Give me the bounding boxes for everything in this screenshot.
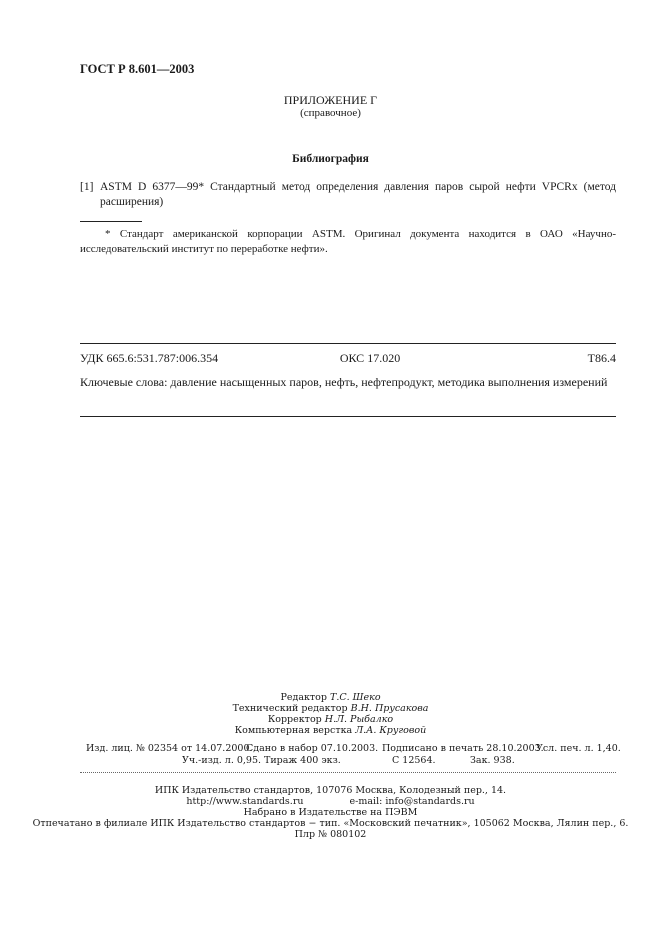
footnote: * Стандарт американской корпорации ASTM. Оригинал документа находится в ОАО «Научно-исследовательский институт по переработке нефти». [80, 228, 616, 255]
footnote-divider [80, 221, 142, 222]
credit-tech-editor [0, 703, 661, 714]
appendix-title: ПРИЛОЖЕНИЕ Г [283, 93, 378, 107]
classification-row [80, 351, 616, 366]
udk-code: УДК 665.6:531.787:006.354 [80, 351, 219, 365]
sent-to-typeset: Сдано в набор 07.10.2003. [246, 743, 379, 754]
credit-corrector-label: Корректор [267, 714, 322, 725]
bibliography-item-number: [1] [80, 181, 94, 193]
credit-editor [0, 692, 661, 703]
divider-bottom [80, 416, 616, 417]
imprint-divider [80, 772, 616, 773]
credit-layout [0, 725, 661, 736]
plr-number: Плр № 080102 [294, 829, 367, 840]
print-sheets: Усл. печ. л. 1,40. [536, 743, 621, 754]
credit-tech-editor-name: В.Н. Прусакова [350, 703, 429, 714]
publisher-contacts [0, 796, 661, 807]
credit-editor-label: Редактор [280, 692, 327, 703]
typeset-note: Набрано в Издательстве на ПЭВМ [243, 807, 418, 818]
license: Изд. лиц. № 02354 от 14.07.2000. [86, 743, 253, 754]
classification-code: Т86.4 [587, 351, 616, 365]
circulation: Тираж 400 экз. [264, 755, 341, 766]
website-link[interactable]: http://www.standards.ru [186, 796, 304, 807]
credit-corrector [0, 714, 661, 725]
document-header: ГОСТ Р 8.601—2003 [80, 62, 195, 76]
publisher-address: ИПК Издательство стандартов, 107076 Москва, Колодезный пер., 14. [154, 785, 507, 796]
publisher-sheets: Уч.-изд. л. 0,95. [182, 755, 262, 766]
keywords: Ключевые слова: давление насыщенных паров, нефть, нефтепродукт, методика выполнения измерений [80, 375, 608, 389]
divider-top [80, 343, 616, 344]
printed-note: Отпечатано в филиале ИПК Издательство стандартов − тип. «Московский печатник», 105062 Москва, Лялин пер., 6. [32, 818, 629, 829]
order-c: С 12564. [392, 755, 436, 766]
appendix-subtitle: (справочное) [300, 107, 361, 119]
credit-tech-editor-label: Технический редактор [232, 703, 348, 714]
bibliography-heading: Библиография [292, 153, 369, 165]
email-link[interactable]: e-mail: info@standards.ru [349, 796, 475, 807]
signed-to-print: Подписано в печать 28.10.2003. [382, 743, 544, 754]
credit-editor-name: Т.С. Шеко [330, 692, 381, 703]
okc-code: ОКС 17.020 [339, 351, 401, 365]
credit-layout-label: Компьютерная верстка [234, 725, 353, 736]
bibliography-item [80, 180, 616, 210]
credit-corrector-name: Н.Л. Рыбалко [324, 714, 394, 725]
bibliography-item-text: ASTM D 6377—99* Стандартный метод определения давления паров сырой нефти VPCRx (метод расширения) [100, 181, 616, 208]
order-number: Зак. 938. [470, 755, 515, 766]
credit-layout-name: Л.А. Круговой [355, 725, 427, 736]
